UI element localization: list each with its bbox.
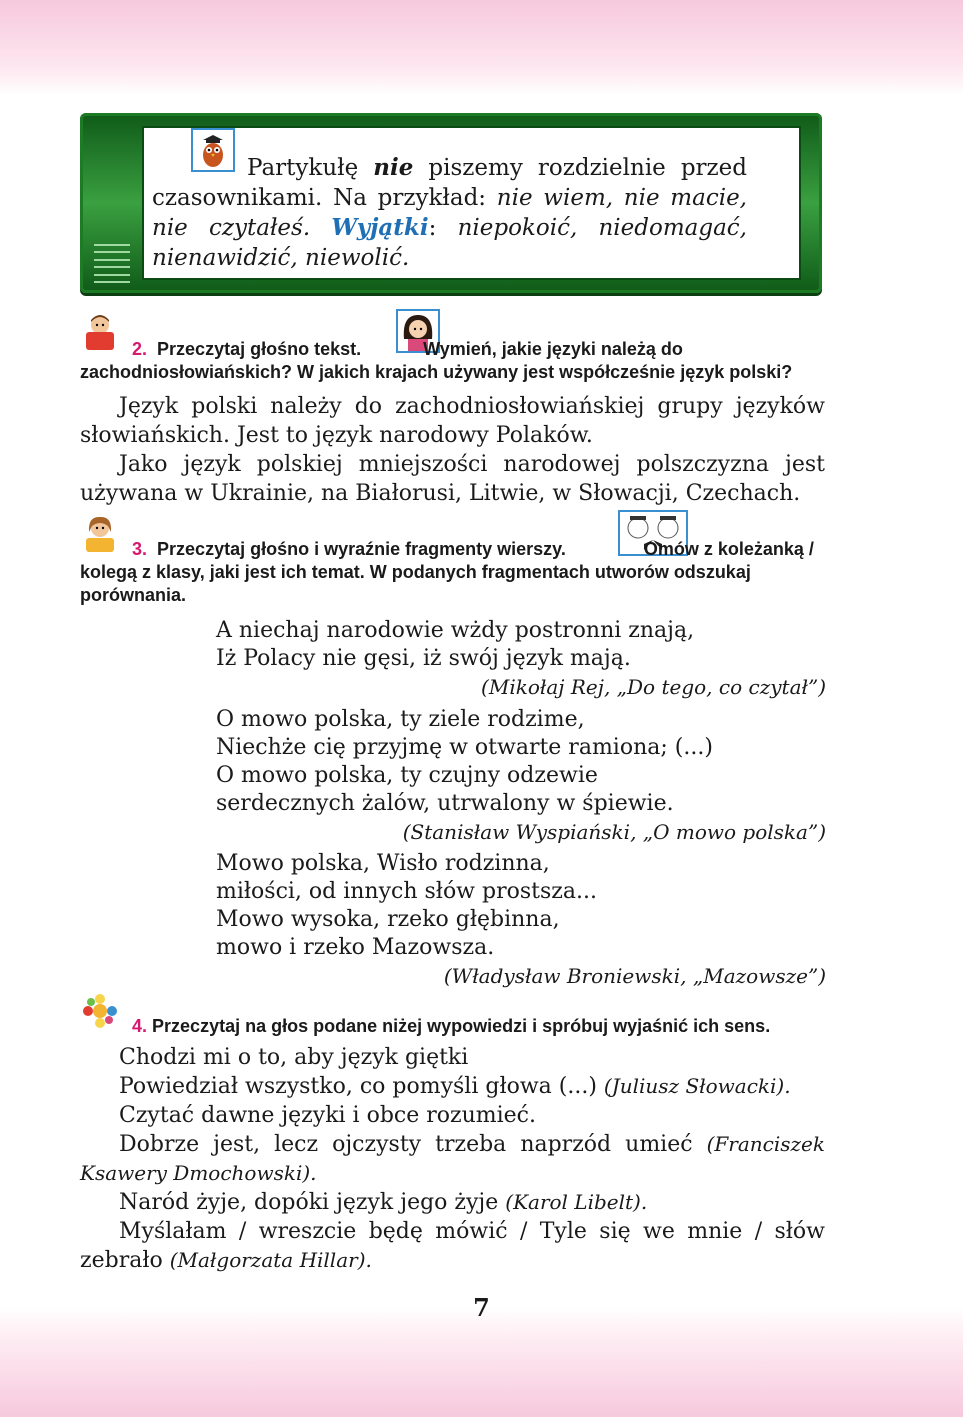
quote-text: Powiedział wszystko, co pomyśli głowa (...) (119, 1074, 604, 1099)
text-about-polish (80, 392, 825, 508)
rule-exceptions: niepokoić, niedomagać, nienawidzić, niewolić. (152, 215, 747, 271)
task-2 (80, 338, 825, 384)
rule-examples: nie wiem, nie macie, nie czytałeś. (152, 185, 747, 241)
rule-exceptions-label: Wyjątki (331, 214, 429, 241)
task-2-text-2: Wymień, jakie języki należą do zachodniosłowiańskich? W jakich krajach używany jest współcześnie język polski? (80, 339, 793, 382)
quote-line: Czytać dawne języki i obce rozumieć. (119, 1103, 537, 1128)
task-4-number: 4. (132, 1016, 148, 1036)
quotes (80, 1043, 825, 1275)
task-2-text-1: Przeczytaj głośno tekst. (157, 339, 362, 359)
rule-text-2: piszemy rozdzielnie przed czasownikami. Na przykład: (152, 155, 748, 211)
quote-line: Chodzi mi o to, aby język giętki (119, 1045, 469, 1070)
page-number: 7 (473, 1293, 490, 1322)
poem-source: (Władysław Broniewski, „Mazowsze”) (443, 964, 826, 988)
poem-line: miłości, od innych słów prostsza... (216, 879, 597, 904)
rule-text-1: Partykułę (247, 155, 374, 181)
poem-line: Mowo polska, Wisło rodzinna, (216, 851, 550, 876)
poem-line: O mowo polska, ty czujny odzewie (216, 763, 598, 788)
quote-author: (Juliusz Słowacki). (603, 1074, 791, 1098)
task-4-text: Przeczytaj na głos podane niżej wypowiedzi i spróbuj wyjaśnić ich sens. (152, 1016, 771, 1036)
poem-line: mowo i rzeko Mazowsza. (216, 935, 495, 960)
task-3-number: 3. (132, 539, 148, 559)
poem-line: Niechże cię przyjmę w otwarte ramiona; (...) (216, 735, 713, 760)
board-decoration (94, 238, 134, 283)
quote-text: Dobrze jest, lecz ojczysty trzeba naprzód umieć (119, 1132, 707, 1157)
paragraph: Język polski należy do zachodniosłowiańskiej grupy języków słowiańskich. Jest to język narodowy Polaków. (80, 394, 825, 448)
task-4 (80, 1015, 825, 1038)
poem-source: (Mikołaj Rej, „Do tego, co czytał”) (481, 675, 826, 699)
quote-author: (Franciszek Ksawery Dmochowski). (80, 1132, 825, 1185)
poem-fragment-1 (216, 617, 826, 701)
quote-line (80, 1072, 825, 1101)
task-2-number: 2. (132, 339, 148, 359)
poem-fragment-3 (216, 850, 826, 990)
rule-text (152, 153, 747, 273)
task-3 (80, 538, 825, 607)
poem-source: (Stanisław Wyspiański, „O mowo polska”) (402, 820, 826, 844)
poem-line: A niechaj narodowie wżdy postronni znają, (216, 618, 695, 643)
rule-keyword-nie: nie (373, 154, 414, 181)
quote-line (80, 1188, 825, 1217)
poem-line: serdecznych żalów, utrwalony w śpiewie. (216, 791, 674, 816)
quote-line (80, 1130, 825, 1188)
poem-line: Mowo wysoka, rzeko głębinna, (216, 907, 560, 932)
quote-line (80, 1217, 825, 1275)
poem-fragment-2 (216, 706, 826, 846)
task-3-text-1: Przeczytaj głośno i wyraźnie fragmenty wierszy. (157, 539, 566, 559)
quote-text: Myślałam / wreszcie będę mówić / Tyle się we mnie / słów zebrało (80, 1219, 825, 1273)
page-top-band (0, 0, 963, 95)
page-bottom-band (0, 1307, 963, 1417)
quote-text: Naród żyje, dopóki język jego żyje (119, 1190, 506, 1215)
paragraph: Jako język polskiej mniejszości narodowej polszczyzna jest używana w Ukrainie, na Białorusi, Litwie, w Słowacji, Czechach. (80, 452, 825, 506)
poem-line: O mowo polska, ty ziele rodzime, (216, 707, 585, 732)
rule-colon: : (428, 215, 458, 241)
quote-author: (Małgorzata Hillar). (169, 1248, 372, 1272)
quote-author: (Karol Libelt). (505, 1190, 648, 1214)
task-3-text-2: Omów z koleżanką / kolegą z klasy, jaki jest ich temat. W podanych fragmentach utworów odszukaj porównania. (80, 539, 814, 605)
poem-line: Iż Polacy nie gęsi, iż swój język mają. (216, 646, 631, 671)
